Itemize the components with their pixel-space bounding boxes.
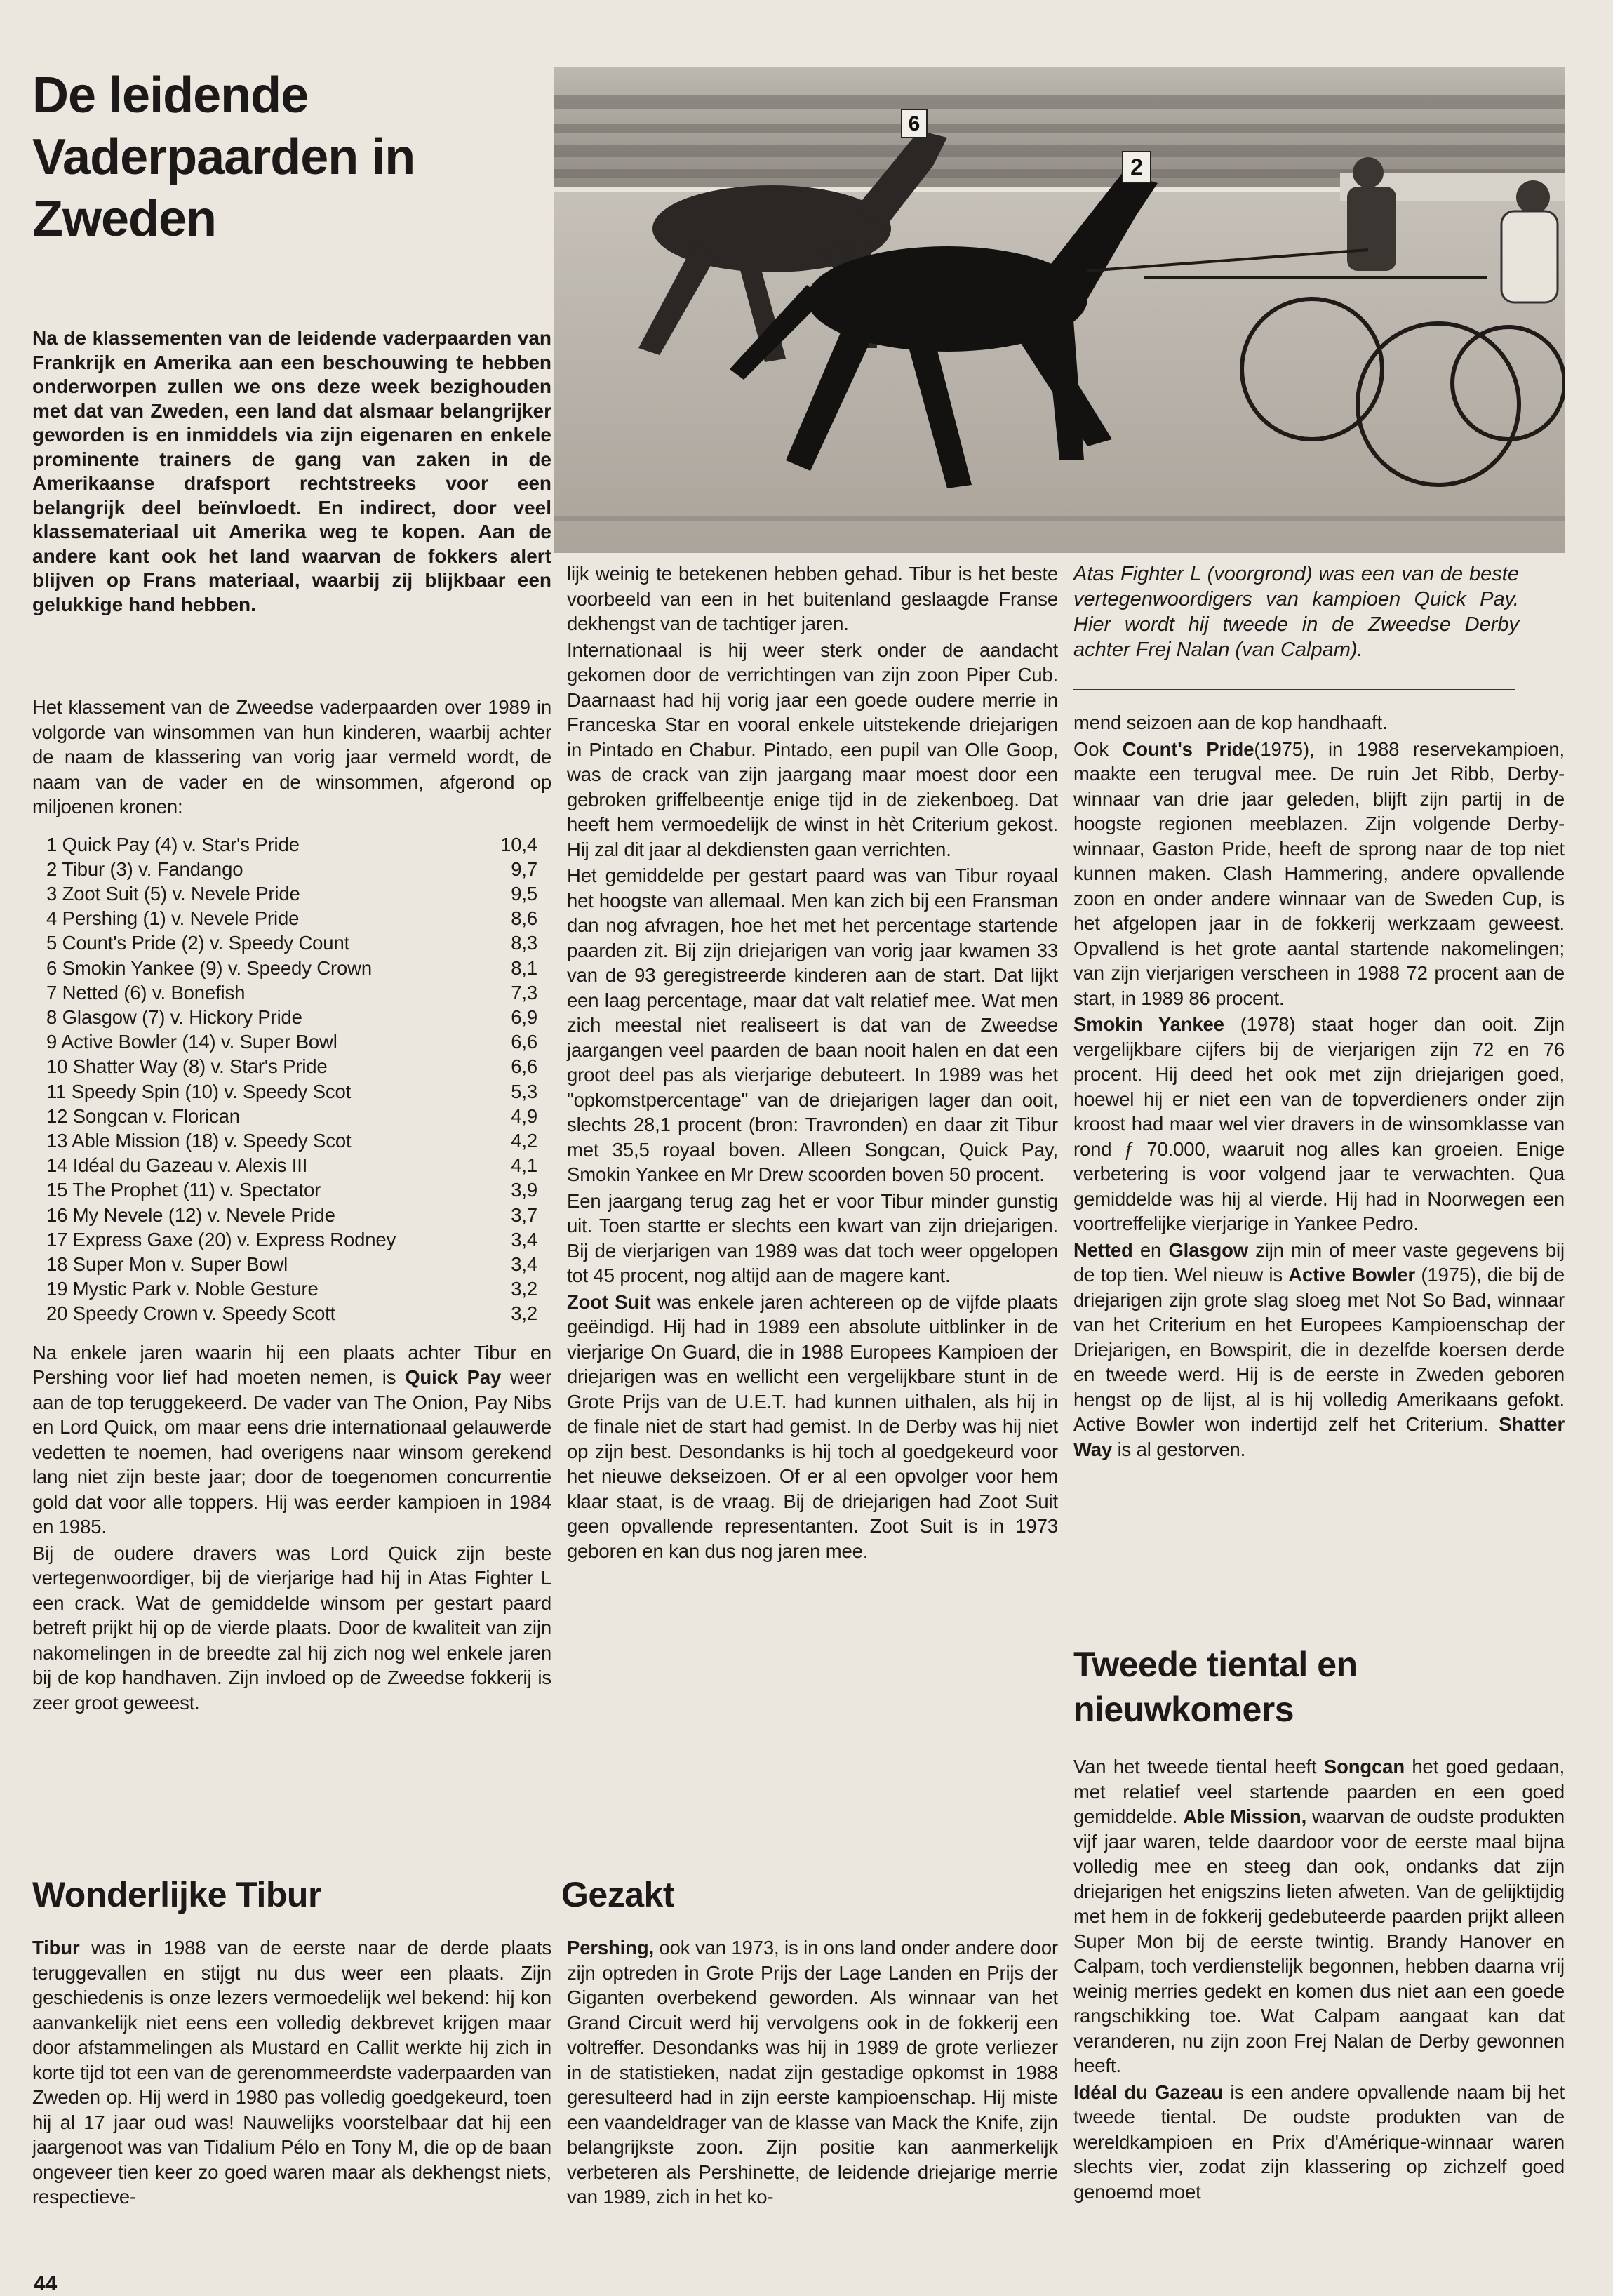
jaargang-paragraph: Een jaargang terug zag het er voor Tibur minder gunstig uit. Toen startte er slechts een kwart van zijn driejarigen. Bij de vierjarigen van 1989 was dat toch weer opgelopen tot 45 procent, nog altijd aan de magere kant. [567, 1189, 1058, 1286]
column-3 [1073, 710, 1565, 1463]
column-2 [567, 561, 1058, 1565]
ranking-sire: 19 Mystic Park v. Noble Gesture [46, 1278, 319, 1300]
ranking-item [46, 1005, 537, 1029]
page-number: 44 [34, 2272, 58, 2295]
ranking-item [46, 881, 537, 906]
ranking-sire: 16 My Nevele (12) v. Nevele Pride [46, 1203, 335, 1226]
ranking-sire: 4 Pershing (1) v. Nevele Pride [46, 907, 300, 930]
ranking-sire: 1 Quick Pay (4) v. Star's Pride [46, 833, 300, 855]
ranking-winnings: 7,3 [511, 981, 537, 1003]
songcan-paragraph: Van het tweede tiental heeft Songcan het goed gedaan, met relatief veel startende paarden en een goed gemiddelde. Able Mission, waarvan de oudste produkten vijf jaar waren, telde daardoor voor de eerste maal bijna volledig mee en steeg dan ook, ondanks dat zijn driejarigen het enigszins lieten afweten. Van de gelijktijdig met hem in de fokkerij gedebuteerde paarden prijkt alleen Super Mon bij de eerste twintig. Brandy Hanover en Calpam, toch verdienstelijk begonnen, hebben daarna vrij weinig merries gedekt en komen dus niet aan een goede rangschikking toe. Wat Calpam aangaat kan dat veranderen, nu zijn zoon Frej Nalan de Derby gewonnen heeft. [1073, 1756, 1565, 2076]
percentage-paragraph: Het gemiddelde per gestart paard was van Tibur royaal het hoogste van allemaal. Men kan zich bij een Fransman dan nog afvragen, hoe het met het percentage startende paarden zit. Bij zijn driejarigen van vorig jaar kwamen 33 van de 93 geregistreerde kinderen aan de start. Dat lijkt een laag percentage, maar dat valt relatief mee. Wat men zich meestal niet realiseert is dat van de Zweedse jaargangen veel paarden de baan nooit halen en dat een groot deel pas als vierjarige debuteert. In 1989 was het "opkomstpercentage" van de driejarigen lager dan ooit, slechts 28,1 procent (bron: Travronden) en daar zit Tibur met 35,5 royaal boven. Alleen Songcan, Quick Pay, Smokin Yankee en Mr Drew scoorden boven 50 procent. [567, 865, 1058, 1185]
column-3-lower [1073, 1754, 1565, 2205]
quick-pay-paragraph: Na enkele jaren waarin hij een plaats achter Tibur en Pershing voor lief had moeten nemen, is Quick Pay weer aan de top teruggekeerd. De vader van The Onion, Pay Nibs en Lord Quick, om maar eens drie internationaal gelauwerde vedetten te noemen, had overigens naar winsom gerekend lang niet zijn beste jaar; door de toegenomen concurrentie gold dat voor alle toppers. Hij was eerder kampioen in 1984 en 1985. [32, 1341, 551, 1538]
bib-number-2: 2 [1130, 154, 1143, 180]
smokin-yankee-paragraph: Smokin Yankee (1978) staat hoger dan ooit. Zijn vergelijkbare cijfers bij de vierjarigen zijn 72 en 76 procent. Hij deed het ook met zijn driejarigen goed, hoewel hij er niet een van de topverdieners onder zijn kroost had maar wel vier dravers in de winsomklasse van rond ƒ 70.000, waaruit nog alles kan groeien. Enige verbetering is voor volgend jaar te verwachten. Qua gemiddelde was hij al vierde. Hij had in Noorwegen een voortreffelijke vierjarige in Yankee Pedro. [1073, 1013, 1565, 1234]
article-title: De leidende Vaderpaarden in Zweden [32, 67, 415, 247]
ranking-item [46, 1276, 537, 1301]
ranking-winnings: 3,2 [511, 1302, 537, 1325]
ranking-item [46, 1054, 537, 1079]
ranking-item [46, 1153, 537, 1177]
ranking-winnings: 4,1 [511, 1154, 537, 1177]
ranking-sire: 3 Zoot Suit (5) v. Nevele Pride [46, 882, 300, 905]
ranking-item [46, 1301, 537, 1326]
ranking-sire: 18 Super Mon v. Super Bowl [46, 1253, 288, 1275]
lord-quick-paragraph: Bij de oudere dravers was Lord Quick zijn beste vertegenwoordiger, bij de vierjarige had hij in Atas Fighter L een crack. Wat de gemiddelde winsom per gestart paard betreft prijkt hij op de vierde plaats. Door de kwaliteit van zijn nakomelingen in de breedte zal hij zich nog wel enkele jaren bij de kop handhaven. Zijn invloed op de Zweedse fokkerij is zeer groot geweest. [32, 1542, 551, 1714]
pershing-paragraph: Pershing, ook van 1973, is in ons land onder andere door zijn optreden in Grote Prijs der Lage Landen en Prijs der Giganten overbekend geworden. Als winnaar van het Grand Circuit werd hij vervolgens ook in de fokkerij een voltreffer. Desondanks was hij in 1989 de grote verliezer in de statistieken, nadat zijn gestadige opkomst in 1988 geresulteerd had in zijn eerste kampioenschap. Hij miste een vaandeldrager van de klasse van Mack the Knife, zijn belangrijkste zoon. Zijn positie kan aanmerkelijk verbeteren als Pershinette, de leidende driejarige merrie van 1989, zich in het ko- [567, 1937, 1058, 2208]
ranking-sire: 9 Active Bowler (14) v. Super Bowl [46, 1031, 337, 1053]
ranking-item [46, 1128, 537, 1153]
heading-wonderlijke-tibur: Wonderlijke Tibur [32, 1875, 321, 1914]
piper-cub-paragraph: Internationaal is hij weer sterk onder de aandacht gekomen door de verrichtingen van zijn zoon Piper Cub. Daarnaast had hij vorig jaar een goede oudere merrie in Franceska Star en vooral enkele uitstekende driejarigen in Pintado en Chabur. Pintado, een pupil van Olle Goop, was de crack van zijn jaargang maar moest door een gebroken griffelbeentje enige tijd in de ziekenboeg. Dat heeft hem vermoedelijk de winst in hèt Criterium gekost. Hij zal dit jaar al dekdiensten gaan verrichten. [567, 639, 1058, 860]
count-pride-paragraph: Ook Count's Pride(1975), in 1988 reservekampioen, maakte een terugval mee. De ruin Jet Ribb, Derby-winnaar van drie jaar geleden, blijft zijn partij in de hoogste regionen meeblazen. Zijn volgende Derby-winnaar, Gaston Pride, heeft de sprong naar de top niet kunnen maken. Clash Hammering, andere opvallende zoon en onder andere winnaar van de Sweden Cup, is het afgelopen jaar in de fokkerij werkzaam geweest. Opvallend is het grote aantal startende nakomelingen; van zijn vierjarigen verscheen in 1988 72 procent aan de start, in 1989 86 procent. [1073, 737, 1565, 1009]
ranking-item [46, 980, 537, 1005]
caption-rule [1073, 689, 1515, 690]
ranking-winnings: 3,4 [511, 1228, 537, 1250]
bib-number-6: 6 [908, 112, 921, 135]
ranking-winnings: 3,2 [511, 1278, 537, 1300]
ranking-item [46, 832, 537, 857]
ranking-list [46, 832, 537, 1326]
ranking-sire: 14 Idéal du Gazeau v. Alexis III [46, 1154, 308, 1177]
race-photo [554, 67, 1565, 553]
ranking-winnings: 4,2 [511, 1129, 537, 1152]
ideal-paragraph: Idéal du Gazeau is een andere opvallende naam bij het tweede tiental. De oudste produkten van de wereldkampioen en Prix d'Amérique-winnaar waren slechts vier, zodat zijn klassering op zichzelf goed genoemd moet [1073, 2081, 1565, 2203]
ranking-item [46, 1079, 537, 1104]
ranking-item [46, 1203, 537, 1227]
ranking-sire: 10 Shatter Way (8) v. Star's Pride [46, 1055, 328, 1078]
ranking-sire: 5 Count's Pride (2) v. Speedy Count [46, 932, 350, 954]
column-2-lower [567, 1935, 1058, 2211]
ranking-winnings: 8,1 [511, 956, 537, 979]
ranking-sire: 17 Express Gaxe (20) v. Express Rodney [46, 1228, 396, 1250]
ranking-item [46, 1029, 537, 1054]
count-pride-intro: mend seizoen aan de kop handhaaft. [1073, 712, 1388, 733]
photo-caption: Atas Fighter L (voorgrond) was een van de beste vertegenwoordigers van kampioen Quick Pay. Hier wordt hij tweede in de Zweedse Derby achter Frej Nalan (van Calpam). [1073, 563, 1519, 661]
ranking-winnings: 3,7 [511, 1203, 537, 1226]
zoot-suit-paragraph: Zoot Suit was enkele jaren achtereen op de vijfde plaats geëindigd. Hij had in 1989 een absolute uitblinker in de vierjarige On Guard, die in 1988 Europees Kampioen der driejarigen was en wellicht een vergelijkbare stunt in de Grote Prijs van de U.E.T. had kunnen uithalen, als hij in de finale niet de start had gemist. In de Derby was hij niet op zijn best. Desondanks is hij toch al goedgekeurd voor het nieuwe dekseizoen. Of er al een opvolger voor hem klaar staat, is de vraag. Bij de driejarigen had Zoot Suit geen opvallende representanten. Zoot Suit is in 1973 geboren en kan dus nog jaren mee. [567, 1290, 1059, 1562]
ranking-winnings: 6,6 [511, 1031, 537, 1053]
ranking-intro: Het klassement van de Zweedse vaderpaarden over 1989 in volgorde van winsommen van hun kinderen, waarbij achter de naam de klassering van vorig jaar vermeld wordt, de naam van de vader en de winsommen, afgerond op miljoenen kronen: [32, 696, 551, 817]
column-1-lower [32, 1935, 551, 2211]
ranking-winnings: 8,6 [511, 907, 537, 930]
ranking-item [46, 1227, 537, 1252]
ranking-sire: 15 The Prophet (11) v. Spectator [46, 1179, 321, 1201]
ranking-sire: 20 Speedy Crown v. Speedy Scott [46, 1302, 336, 1325]
ranking-item [46, 857, 537, 881]
ranking-sire: 13 Able Mission (18) v. Speedy Scot [46, 1129, 352, 1152]
ranking-winnings: 4,9 [511, 1104, 537, 1127]
tibur-continued: lijk weinig te betekenen hebben gehad. Tibur is het beste voorbeeld van een in het buitenland geslaagde Franse dekhengst van de tachtiger jaren. [567, 563, 1058, 634]
ranking-winnings: 8,3 [511, 932, 537, 954]
heading-gezakt: Gezakt [561, 1875, 674, 1914]
ranking-sire: 7 Netted (6) v. Bonefish [46, 981, 246, 1003]
ranking-item [46, 1104, 537, 1128]
ranking-sire: 2 Tibur (3) v. Fandango [46, 857, 243, 880]
ranking-winnings: 6,6 [511, 1055, 537, 1078]
ranking-item [46, 930, 537, 955]
ranking-winnings: 3,9 [511, 1179, 537, 1201]
ranking-winnings: 10,4 [500, 833, 537, 855]
ranking-winnings: 5,3 [511, 1080, 537, 1102]
ranking-item [46, 956, 537, 980]
ranking-item [46, 1177, 537, 1202]
ranking-sire: 11 Speedy Spin (10) v. Speedy Scot [46, 1080, 352, 1102]
ranking-item [46, 906, 537, 930]
netted-glasgow-paragraph: Netted en Glasgow zijn min of meer vaste gegevens bij de top tien. Wel nieuw is Active Bowler (1975), die bij de driejarigen zijn grote slag sloeg met Not So Bad, winnaar van het Criterium en het Europees Kampioenschap der Driejarigen, en Bowspirit, die in dezelfde koersen derde en tweede werd. Hij is de eerste in Zweden geboren hengst op de lijst, al is hij volledig Amerikaans gefokt. Active Bowler won indertijd zelf het Criterium. Shatter Way is al gestorven. [1073, 1239, 1565, 1460]
ranking-winnings: 9,5 [511, 882, 537, 905]
ranking-winnings: 9,7 [511, 857, 537, 880]
ranking-sire: 6 Smokin Yankee (9) v. Speedy Crown [46, 956, 373, 979]
column-1 [32, 695, 551, 1716]
ranking-winnings: 3,4 [511, 1253, 537, 1275]
heading-tweede-tiental: Tweede tiental en nieuwkomers [1073, 1645, 1358, 1729]
ranking-sire: 8 Glasgow (7) v. Hickory Pride [46, 1006, 302, 1028]
tibur-paragraph: Tibur was in 1988 van de eerste naar de derde plaats teruggevallen en stijgt nu dus weer een plaats. Zijn geschiedenis is onze lezers vermoedelijk wel bekend: hij kon aanvankelijk niet eens een volledig dekbrevet krijgen maar door afstammelingen als Mustard en Callit werkte hij zich in korte tijd tot een van de gerenommeerdste vaderpaarden van Zweden op. Hij werd in 1980 pas volledig goedgekeurd, toen hij al 17 jaar oud was! Nauwelijks voorstelbaar dat hij een jaargenoot was van Tidalium Pélo en Tony M, die op de baan ongeveer tien keer zo goed waren maar als dekhengst niets, respectieve- [32, 1937, 551, 2208]
ranking-item [46, 1252, 537, 1276]
lead-paragraph: Na de klassementen van de leidende vaderpaarden van Frankrijk en Amerika aan een beschouwing te hebben onderworpen zullen we ons deze week bezighouden met dat van Zweden, een land dat alsmaar belangrijker geworden is en inmiddels via zijn eigenaren en enkele prominente trainers de gang van zaken in de Amerikaanse drafsport rechtstreeks voor een belangrijk deel beïnvloedt. En indirect, door veel klassemateriaal uit Amerika weg te kopen. Aan de andere kant ook het land waarvan de fokkers alert blijven op Frans materiaal, waarbij zij blijkbaar een gelukkige hand hebben. [32, 327, 551, 615]
ranking-sire: 12 Songcan v. Florican [46, 1104, 240, 1127]
ranking-winnings: 6,9 [511, 1006, 537, 1028]
